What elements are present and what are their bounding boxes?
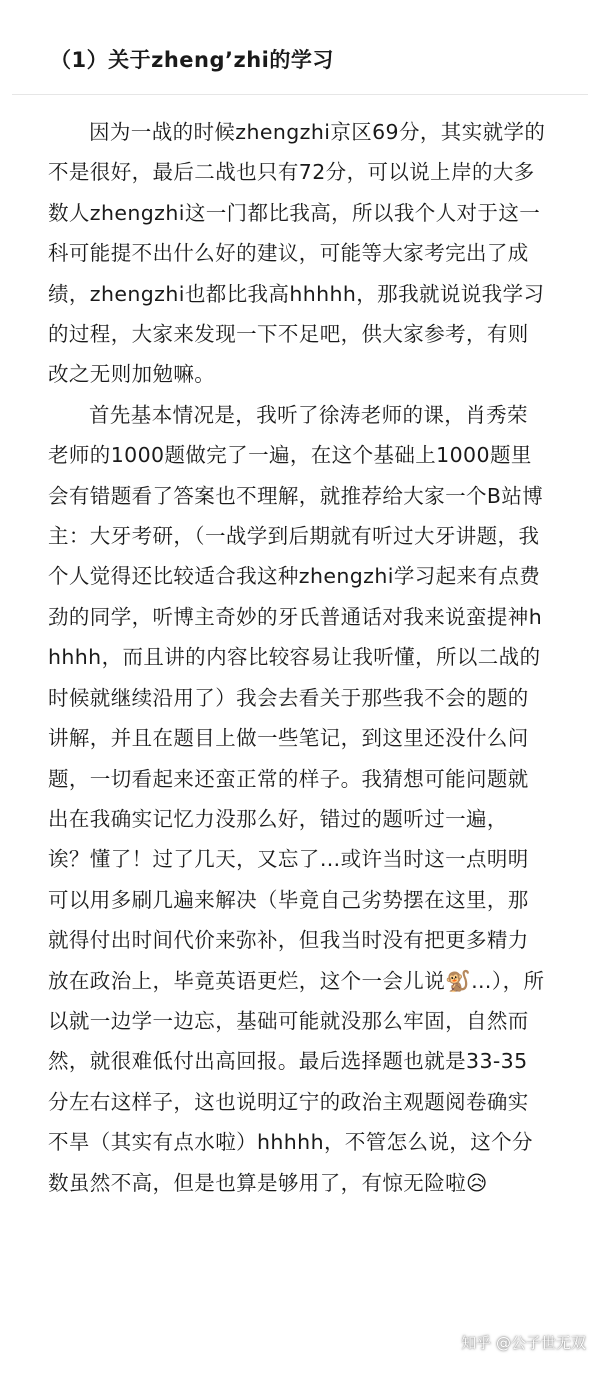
paragraph-intro: 因为一战的时候zhengzhi京区69分，其实就学的不是很好，最后二战也只有72分，可以说上岸的大多数人zhengzhi这一门都比我高，所以我个人对于这一科可能提不出什么好的建议，可能等大家考完出了成绩，zhengzhi也都比我高hhhhh，那我就说说我学习的过程，大家来发现一下不足吧，供大家参考，有则改之无则加勉嘛。 bbox=[48, 120, 546, 387]
heading-divider bbox=[12, 94, 588, 95]
section-heading: （1）关于zheng’zhi的学习 bbox=[50, 48, 334, 72]
zhihu-watermark: 知乎 @公子世无双 bbox=[461, 1334, 586, 1352]
paragraph-details: 首先基本情况是，我听了徐涛老师的课，肖秀荣老师的1000题做完了一遍，在这个基础上1000题里会有错题看了答案也不理解，就推荐给大家一个B站博主：大牙考研，（一战学到后期就有听过大牙讲题，我个人觉得还比较适合我这种zhengzhi学习起来有点费劲的同学，听博主奇妙的牙氏普通话对我来说蛮提神hhhhh，而且讲的内容比较容易让我听懂，所以二战的时候就继续沿用了）我会去看关于那些我不会的题的讲解，并且在题目上做一些笔记，到这里还没什么问题，一切看起来还蛮正常的样子。我猜想可能问题就出在我确实记忆力没那么好，错过的题听过一遍，诶？懂了！过了几天，又忘了…或许当时这一点明明可以用多刷几遍来解决（毕竟自己劣势摆在这里，那就得付出时间代价来弥补，但我当时没有把更多精力放在政治上，毕竟英语更烂，这个一会儿说🐒…），所以就一边学一边忘，基础可能就没那么牢固，自然而然，就很难低付出高回报。最后选择题也就是33-35分左右这样子，这也说明辽宁的政治主观题阅卷确实不旱（其实有点水啦）hhhhh，不管怎么说，这个分数虽然不高，但是也算是够用了，有惊无险啦😥 bbox=[48, 402, 545, 1195]
article-body bbox=[48, 112, 548, 1203]
